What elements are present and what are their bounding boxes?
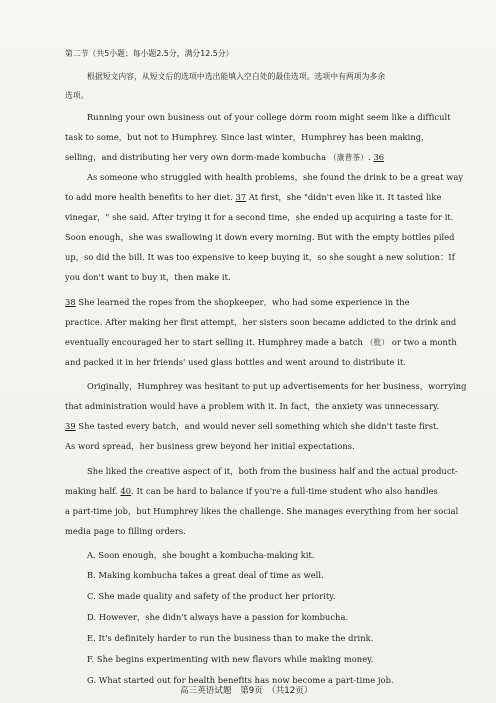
instruction-line-2: 选项。: [65, 91, 89, 100]
passage-text: selling，and distributing her very own dorm-made kombucha: [65, 152, 327, 162]
passage-line: and packed it in her friends' used glass bottles and went around to distribute it.: [65, 357, 407, 367]
passage-line: Running your own business out of your college dorm room might seem like a difficult: [87, 112, 451, 122]
option-d[interactable]: D. However，she didn't always have a passion for kombucha.: [87, 612, 349, 622]
passage-line: media page to filling orders.: [65, 526, 186, 536]
option-a[interactable]: A. Soon enough，she bought a kombucha-making kit.: [87, 550, 315, 560]
instruction-line-1: 根据短文内容，从短文后的选项中选出能填入空白处的最佳选项。选项中有两项为多余: [87, 72, 386, 81]
passage-line: vinegar，" she said. After trying it for a second time，she ended up acquiring a taste for it.: [65, 212, 454, 222]
page-footer: 高三英语试题 第9页 （共12页）: [180, 686, 313, 696]
passage-line: that administration would have a problem with it. In fact，the anxiety was unnecessary.: [65, 401, 440, 411]
chinese-gloss: （康普茶）: [328, 153, 369, 162]
passage-line: practice. After making her first attempt，her sisters soon became addicted to the drink and: [65, 317, 457, 327]
passage-line: [65, 337, 457, 348]
passage-text: to add more health benefits to her diet.: [65, 192, 233, 202]
passage-line: [65, 297, 410, 308]
blank-36[interactable]: 36: [373, 152, 385, 162]
passage-line: [65, 486, 438, 497]
option-e[interactable]: E. It's definitely harder to run the business than to make the drink.: [87, 633, 374, 643]
passage-text: . It can be hard to balance if you're a full-time student who also handles: [131, 486, 438, 496]
passage-line: She liked the creative aspect of it，both from the business half and the actual product-: [87, 466, 458, 476]
option-c[interactable]: C. She made quality and safety of the product her priority.: [87, 591, 336, 601]
passage-line: [65, 421, 439, 432]
chinese-gloss: （批）: [365, 338, 390, 347]
option-g[interactable]: G. What started out for health benefits has now become a part-time job.: [87, 675, 394, 685]
passage-line: you don't want to buy it，then make it.: [65, 272, 231, 282]
passage-text: At first，she "didn't even like it. It tasted like: [248, 192, 442, 202]
passage-text: eventually encouraged her to start selling it. Humphrey made a batch: [65, 337, 363, 347]
passage-line: up，so did the bill. It was too expensive to keep buying it，so she sought a new solution：If: [65, 252, 455, 262]
passage-text: making half.: [65, 486, 118, 496]
passage-line: task to some，but not to Humphrey. Since last winter，Humphrey has been making，: [65, 132, 430, 142]
passage-line: [65, 192, 441, 203]
blank-38[interactable]: 38: [65, 297, 76, 307]
blank-40[interactable]: 40: [120, 486, 132, 496]
passage-text: or two a month: [391, 337, 457, 347]
passage-line: Originally，Humphrey was hesitant to put up advertisements for her business，worrying: [87, 381, 467, 391]
option-b[interactable]: B. Making kombucha takes a great deal of time as well.: [87, 570, 324, 580]
passage-line: a part-time job，but Humphrey likes the challenge. She manages everything from her social: [65, 506, 459, 516]
passage-line: Soon enough，she was swallowing it down every morning. But with the empty bottles piled: [65, 232, 455, 242]
passage-text: She learned the ropes from the shopkeeper，who had some experience in the: [78, 297, 410, 307]
passage-text: She tasted every batch，and would never sell something which she didn't taste first.: [78, 421, 440, 431]
passage-line: As someone who struggled with health problems，she found the drink to be a great way: [87, 172, 464, 182]
blank-37[interactable]: 37: [235, 192, 247, 202]
section-heading: 第二节（共5小题；每小题2.5分，满分12.5分）: [65, 49, 234, 58]
passage-line: [65, 152, 384, 163]
blank-39[interactable]: 39: [65, 421, 76, 431]
passage-text: .: [368, 152, 371, 162]
option-f[interactable]: F. She begins experimenting with new flavors while making money.: [87, 654, 374, 664]
passage-line: As word spread，her business grew beyond her initial expectations.: [65, 441, 355, 451]
